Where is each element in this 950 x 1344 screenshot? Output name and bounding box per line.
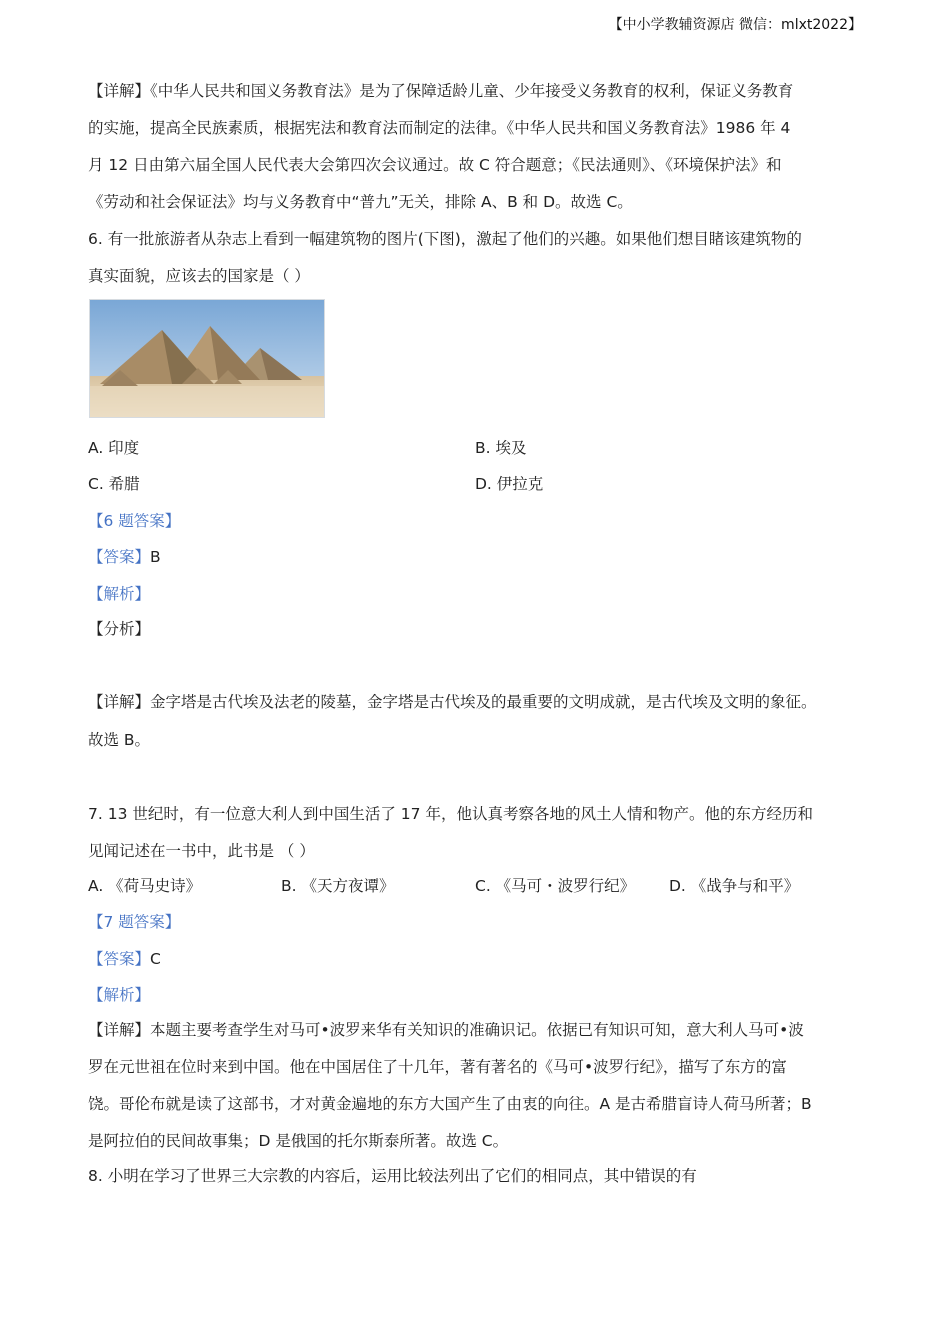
q7-answer-label: 【答案】 bbox=[88, 950, 151, 968]
q7-answer-value: C bbox=[150, 950, 161, 968]
q6-fenxi: 【分析】 bbox=[88, 620, 151, 638]
q7-option-d: D. 《战争与和平》 bbox=[669, 877, 800, 895]
q6-answer bbox=[88, 546, 161, 568]
q7-detail-line-4: 是阿拉伯的民间故事集；D 是俄国的托尔斯泰所著。故选 C。 bbox=[88, 1132, 509, 1150]
q6-analysis-tag: 【解析】 bbox=[88, 585, 151, 603]
q6-stem-line-2: 真实面貌，应该去的国家是（ ） bbox=[88, 267, 310, 285]
q5-detail-line-4: 《劳动和社会保证法》均与义务教育中“普九”无关，排除 A、B 和 D。故选 C。 bbox=[88, 193, 633, 211]
q7-option-b: B. 《天方夜谭》 bbox=[281, 877, 395, 895]
q8-stem-line-1: 8. 小明在学习了世界三大宗教的内容后，运用比较法列出了它们的相同点，其中错误的有 bbox=[88, 1167, 697, 1185]
q7-detail-line-2: 罗在元世祖在位时来到中国。他在中国居住了十几年，著有著名的《马可•波罗行纪》，描写了东方的富 bbox=[88, 1058, 787, 1076]
page-header: 【中小学教辅资源店 微信：mlxt2022】 bbox=[608, 17, 862, 33]
q6-detail-line-2: 故选 B。 bbox=[88, 731, 151, 749]
q7-detail-line-3: 饶。哥伦布就是读了这部书，才对黄金遍地的东方大国产生了由衷的向往。A 是古希腊盲诗人荷马所著；B bbox=[88, 1095, 812, 1113]
q7-stem-line-1: 7. 13 世纪时，有一位意大利人到中国生活了 17 年，他认真考察各地的风土人情和物产。他的东方经历和 bbox=[88, 805, 813, 823]
q6-option-d: D. 伊拉克 bbox=[475, 475, 544, 493]
q6-answer-value: B bbox=[150, 548, 161, 566]
q6-option-a: A. 印度 bbox=[88, 439, 140, 457]
q7-detail-line-1: 【详解】本题主要考查学生对马可•波罗来华有关知识的准确识记。依据已有知识可知，意大利人马可•波 bbox=[88, 1021, 804, 1039]
q5-detail-line-2: 的实施，提高全民族素质，根据宪法和教育法而制定的法律。《中华人民共和国义务教育法》1986 年 4 bbox=[88, 119, 791, 137]
q6-option-c: C. 希腊 bbox=[88, 475, 140, 493]
q6-answer-tag: 【6 题答案】 bbox=[88, 512, 181, 530]
q7-option-a: A. 《荷马史诗》 bbox=[88, 877, 202, 895]
pyramids-photo bbox=[89, 299, 325, 418]
q5-detail-line-3: 月 12 日由第六届全国人民代表大会第四次会议通过。故 C 符合题意；《民法通则》、《环境保护法》和 bbox=[88, 156, 782, 174]
q5-detail-line-1: 【详解】《中华人民共和国义务教育法》是为了保障适龄儿童、少年接受义务教育的权利，保证义务教育 bbox=[88, 82, 794, 100]
q7-answer bbox=[88, 948, 161, 970]
q7-option-c: C. 《马可・波罗行纪》 bbox=[475, 877, 636, 895]
q7-stem-line-2: 见闻记述在一书中，此书是 （ ） bbox=[88, 842, 315, 860]
q6-answer-label: 【答案】 bbox=[88, 548, 151, 566]
q6-detail-line-1: 【详解】金字塔是古代埃及法老的陵墓，金字塔是古代埃及的最重要的文明成就，是古代埃及文明的象征。 bbox=[88, 693, 817, 711]
q6-option-b: B. 埃及 bbox=[475, 439, 527, 457]
q7-answer-tag: 【7 题答案】 bbox=[88, 913, 181, 931]
q6-stem-line-1: 6. 有一批旅游者从杂志上看到一幅建筑物的图片(下图)，激起了他们的兴趣。如果他们想目睹该建筑物的 bbox=[88, 230, 802, 248]
q7-analysis-tag: 【解析】 bbox=[88, 986, 151, 1004]
